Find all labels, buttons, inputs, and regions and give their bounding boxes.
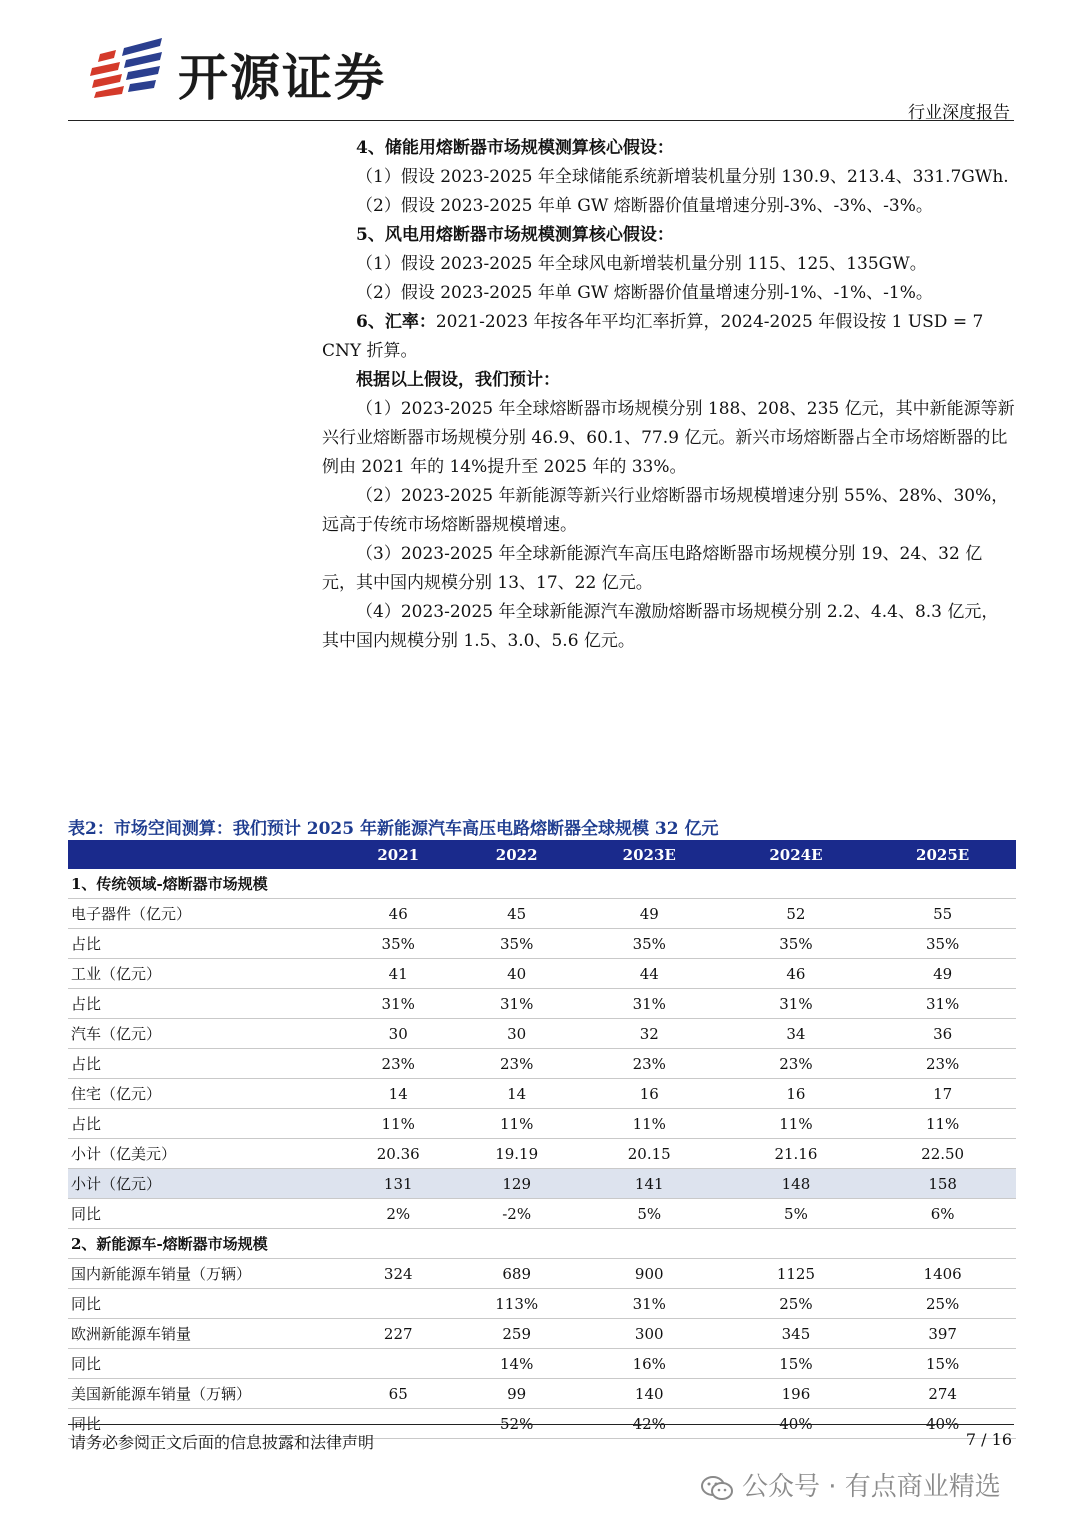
section-6-text: 2021-2023 年按各年平均汇率折算，2024-2025 年假设按 1 USD = 7 CNY 折算。 xyxy=(322,312,984,361)
table-cell: 32 xyxy=(576,1019,723,1049)
row-label: 欧洲新能源车销量 xyxy=(68,1319,339,1349)
table-cell: 23% xyxy=(869,1049,1016,1079)
table-row xyxy=(68,1139,1016,1169)
table-cell: 36 xyxy=(869,1019,1016,1049)
section-6-title: 6、汇率： xyxy=(356,312,436,332)
table-row xyxy=(68,1079,1016,1109)
forecast-intro: 根据以上假设，我们预计： xyxy=(356,370,560,390)
table-cell: 131 xyxy=(339,1169,457,1199)
table-cell: 52 xyxy=(723,899,870,929)
table-row xyxy=(68,1199,1016,1229)
page-number: 7 / 16 xyxy=(965,1430,1012,1449)
header-cell xyxy=(68,840,339,869)
row-label: 占比 xyxy=(68,1049,339,1079)
row-label: 同比 xyxy=(68,1409,339,1439)
row-label: 占比 xyxy=(68,989,339,1019)
table-cell: 11% xyxy=(457,1109,575,1139)
table-cell: 900 xyxy=(576,1259,723,1289)
table-cell: 19.19 xyxy=(457,1139,575,1169)
table-cell: 148 xyxy=(723,1169,870,1199)
table-cell: 1406 xyxy=(869,1259,1016,1289)
row-label: 同比 xyxy=(68,1199,339,1229)
table-cell: 140 xyxy=(576,1379,723,1409)
table-cell: 274 xyxy=(869,1379,1016,1409)
watermark-text: 公众号 · 有点商业精选 xyxy=(742,1472,1001,1502)
table-cell: 689 xyxy=(457,1259,575,1289)
watermark xyxy=(700,1466,1001,1503)
table-cell: 397 xyxy=(869,1319,1016,1349)
table-cell: 25% xyxy=(723,1289,870,1319)
table-cell: 31% xyxy=(723,989,870,1019)
table-cell xyxy=(339,1349,457,1379)
forecast-item-3: （3）2023-2025 年全球新能源汽车高压电路熔断器市场规模分别 19、24、32 亿元，其中国内规模分别 13、17、22 亿元。 xyxy=(322,544,983,593)
table-cell: 11% xyxy=(723,1109,870,1139)
table-cell: 41 xyxy=(339,959,457,989)
row-label: 同比 xyxy=(68,1349,339,1379)
table-cell: 30 xyxy=(339,1019,457,1049)
disclaimer: 请务必参阅正文后面的信息披露和法律声明 xyxy=(70,1433,375,1452)
table-title: 表2：市场空间测算：我们预计 2025 年新能源汽车高压电路熔断器全球规模 32 亿元 xyxy=(68,819,719,839)
header-divider xyxy=(68,120,1014,121)
table-cell: 22.50 xyxy=(869,1139,1016,1169)
table-section-row xyxy=(68,869,1016,899)
row-label: 美国新能源车销量（万辆） xyxy=(68,1379,339,1409)
table-cell: 31% xyxy=(339,989,457,1019)
table-cell: 21.16 xyxy=(723,1139,870,1169)
section-6-paragraph xyxy=(322,308,1015,366)
table-section-row xyxy=(68,1229,1016,1259)
table-row xyxy=(68,1379,1016,1409)
table-cell: 65 xyxy=(339,1379,457,1409)
table-row xyxy=(68,1319,1016,1349)
table-cell: 23% xyxy=(457,1049,575,1079)
table-cell: 158 xyxy=(869,1169,1016,1199)
table-cell: 129 xyxy=(457,1169,575,1199)
report-type-label: 行业深度报告 xyxy=(908,103,1010,123)
row-label: 住宅（亿元） xyxy=(68,1079,339,1109)
table-cell: 14 xyxy=(339,1079,457,1109)
row-label: 小计（亿美元） xyxy=(68,1139,339,1169)
section-label: 1、传统领域-熔断器市场规模 xyxy=(68,869,1016,899)
table-cell: 1125 xyxy=(723,1259,870,1289)
forecast-item-2: （2）2023-2025 年新能源等新兴行业熔断器市场规模增速分别 55%、28%、30%，远高于传统市场熔断器规模增速。 xyxy=(322,486,1009,535)
table-row xyxy=(68,1169,1016,1199)
table-cell: 25% xyxy=(869,1289,1016,1319)
table-cell: 11% xyxy=(869,1109,1016,1139)
header-cell: 2025E xyxy=(869,840,1016,869)
table-cell xyxy=(339,1289,457,1319)
table-cell: 23% xyxy=(576,1049,723,1079)
section-4-title: 4、储能用熔断器市场规模测算核心假设： xyxy=(356,138,674,158)
table-cell: 11% xyxy=(339,1109,457,1139)
table-cell: 2% xyxy=(339,1199,457,1229)
section-5-title: 5、风电用熔断器市场规模测算核心假设： xyxy=(356,225,674,245)
section-5-item-2: （2）假设 2023-2025 年单 GW 熔断器价值量增速分别-1%、-1%、-1%。 xyxy=(356,283,933,303)
section-4-item-1: （1）假设 2023-2025 年全球储能系统新增装机量分别 130.9、213.4、331.7GWh. xyxy=(356,167,1009,187)
table-cell: 14 xyxy=(457,1079,575,1109)
table-cell: 20.36 xyxy=(339,1139,457,1169)
header-cell: 2022 xyxy=(457,840,575,869)
table-cell: 55 xyxy=(869,899,1016,929)
company-name: 开源证券 xyxy=(178,49,386,107)
table-cell: 44 xyxy=(576,959,723,989)
table-row xyxy=(68,1109,1016,1139)
header-cell: 2024E xyxy=(723,840,870,869)
table-cell: 99 xyxy=(457,1379,575,1409)
table-row xyxy=(68,899,1016,929)
forecast-item-4: （4）2023-2025 年全球新能源汽车激励熔断器市场规模分别 2.2、4.4、8.3 亿元，其中国内规模分别 1.5、3.0、5.6 亿元。 xyxy=(322,602,999,651)
section-4-item-2: （2）假设 2023-2025 年单 GW 熔断器价值量增速分别-3%、-3%、-3%。 xyxy=(356,196,933,216)
table-row xyxy=(68,1259,1016,1289)
table-cell: 31% xyxy=(869,989,1016,1019)
table-cell: 23% xyxy=(723,1049,870,1079)
table-cell: 35% xyxy=(457,929,575,959)
row-label: 占比 xyxy=(68,1109,339,1139)
table-body xyxy=(68,869,1016,1439)
table-cell: 52% xyxy=(457,1409,575,1439)
table-row xyxy=(68,989,1016,1019)
table-cell: 46 xyxy=(339,899,457,929)
table-cell: 5% xyxy=(723,1199,870,1229)
table-cell: 20.15 xyxy=(576,1139,723,1169)
logo-mark-icon xyxy=(90,34,164,98)
table-cell: 14% xyxy=(457,1349,575,1379)
table-cell: 15% xyxy=(723,1349,870,1379)
table-header-row xyxy=(68,840,1016,869)
table-cell: 49 xyxy=(576,899,723,929)
table-cell: 300 xyxy=(576,1319,723,1349)
table-cell: 45 xyxy=(457,899,575,929)
table-cell: 196 xyxy=(723,1379,870,1409)
section-5-item-1: （1）假设 2023-2025 年全球风电新增装机量分别 115、125、135GW。 xyxy=(356,254,927,274)
table-cell: 23% xyxy=(339,1049,457,1079)
table-cell: 31% xyxy=(457,989,575,1019)
table-cell: 141 xyxy=(576,1169,723,1199)
table-cell: 40% xyxy=(869,1409,1016,1439)
table-cell: 34 xyxy=(723,1019,870,1049)
table-cell: 324 xyxy=(339,1259,457,1289)
wechat-icon xyxy=(700,1475,734,1501)
company-logo xyxy=(90,34,410,107)
table-cell: 31% xyxy=(576,989,723,1019)
table-cell: 16% xyxy=(576,1349,723,1379)
table-cell: 6% xyxy=(869,1199,1016,1229)
row-label: 小计（亿元） xyxy=(68,1169,339,1199)
table-row xyxy=(68,1049,1016,1079)
table-cell: 40 xyxy=(457,959,575,989)
row-label: 电子器件（亿元） xyxy=(68,899,339,929)
table-cell: 35% xyxy=(723,929,870,959)
table-cell: 5% xyxy=(576,1199,723,1229)
row-label: 汽车（亿元） xyxy=(68,1019,339,1049)
table-row xyxy=(68,1289,1016,1319)
section-label: 2、新能源车-熔断器市场规模 xyxy=(68,1229,1016,1259)
table-cell: 46 xyxy=(723,959,870,989)
table-cell: 42% xyxy=(576,1409,723,1439)
table-cell: 16 xyxy=(576,1079,723,1109)
table-cell: 49 xyxy=(869,959,1016,989)
table-cell: 16 xyxy=(723,1079,870,1109)
table-cell: 35% xyxy=(339,929,457,959)
header-cell: 2021 xyxy=(339,840,457,869)
table-row xyxy=(68,1349,1016,1379)
table-cell: 31% xyxy=(576,1289,723,1319)
table-row xyxy=(68,959,1016,989)
table-cell: 259 xyxy=(457,1319,575,1349)
table-cell: 30 xyxy=(457,1019,575,1049)
table-cell: 113% xyxy=(457,1289,575,1319)
table-cell: 15% xyxy=(869,1349,1016,1379)
table-cell: 40% xyxy=(723,1409,870,1439)
assumptions-block xyxy=(322,134,1015,656)
table-cell: 345 xyxy=(723,1319,870,1349)
row-label: 占比 xyxy=(68,929,339,959)
table-cell: 17 xyxy=(869,1079,1016,1109)
row-label: 同比 xyxy=(68,1289,339,1319)
row-label: 工业（亿元） xyxy=(68,959,339,989)
table-cell: 35% xyxy=(869,929,1016,959)
forecast-item-1: （1）2023-2025 年全球熔断器市场规模分别 188、208、235 亿元，其中新能源等新兴行业熔断器市场规模分别 46.9、60.1、77.9 亿元。新兴市场熔断器占全市场熔断器的比例由 2021 年的 14%提升至 2025 年的 33%。 xyxy=(322,399,1015,477)
footer-divider xyxy=(68,1424,1014,1425)
row-label: 国内新能源车销量（万辆） xyxy=(68,1259,339,1289)
table-cell: 227 xyxy=(339,1319,457,1349)
header-cell: 2023E xyxy=(576,840,723,869)
table-cell: 35% xyxy=(576,929,723,959)
table-cell: 11% xyxy=(576,1109,723,1139)
table-row xyxy=(68,1019,1016,1049)
table-row xyxy=(68,929,1016,959)
table-cell: -2% xyxy=(457,1199,575,1229)
market-size-table xyxy=(68,840,1016,1439)
